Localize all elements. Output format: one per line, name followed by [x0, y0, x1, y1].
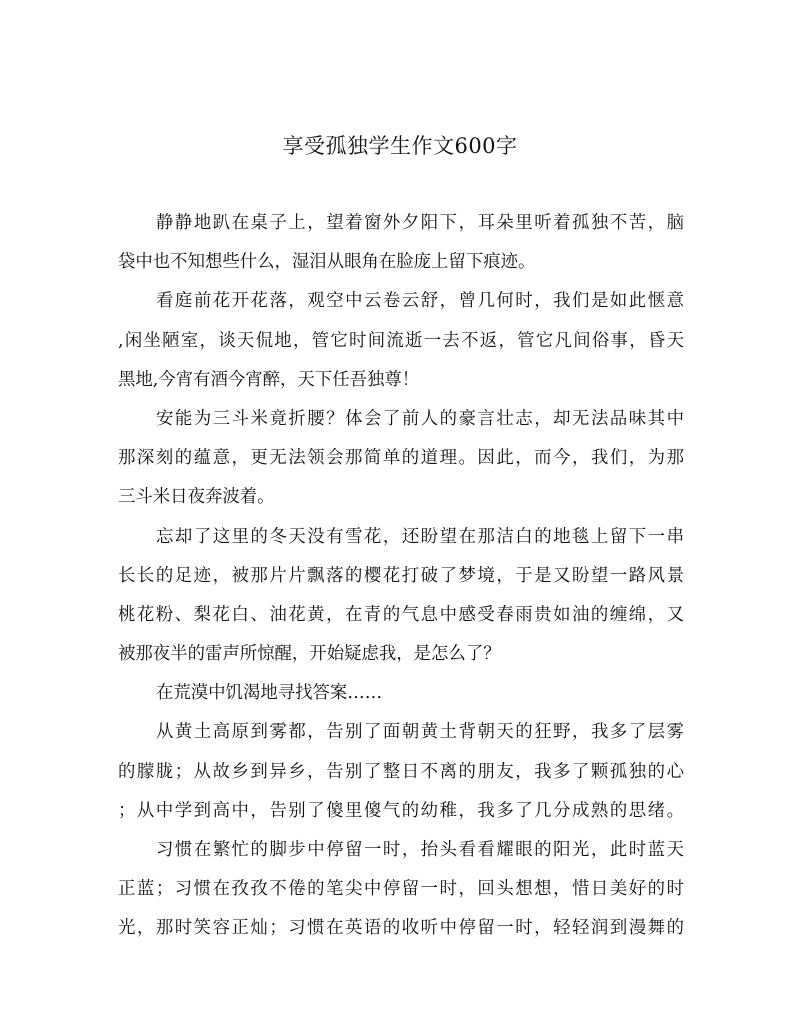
text-line: ；从中学到高中，告别了傻里傻气的幼稚，我多了几分成熟的思绪。	[118, 800, 684, 821]
text-line: 看庭前花开花落，观空中云卷云舒，曾几何时，我们是如此惬意	[156, 291, 684, 312]
text-line: 习惯在繁忙的脚步中停留一时，抬头看看耀眼的阳光，此时蓝天	[156, 840, 684, 860]
text-line: 光，那时笑容正灿；习惯在英语的收听中停留一时，轻轻润到漫舞的	[118, 918, 684, 939]
text-line: 在荒漠中饥渴地寻找答案……	[156, 683, 383, 704]
document-body	[118, 204, 684, 949]
text-line: 忘却了这里的冬天没有雪花，还盼望在那洁白的地毯上留下一串	[156, 526, 684, 547]
text-line: 黑地,今宵有酒今宵醉，天下任吾独尊！	[118, 369, 420, 390]
text-line: 长长的足迹，被那片片飘落的樱花打破了梦境，于是又盼望一路风景	[118, 565, 684, 586]
text-line: 静静地趴在桌子上，望着窗外夕阳下，耳朵里听着孤独不苦，脑	[156, 213, 684, 233]
text-line: 袋中也不知想些什么，湿泪从眼角在脸庞上留下痕迹。	[118, 252, 536, 273]
text-line: 安能为三斗米竟折腰？体会了前人的豪言壮志，却无法品味其中	[156, 408, 684, 429]
text-line: 那深刻的蕴意，更无法领会那简单的道理。因此，而今，我们，为那	[118, 448, 684, 469]
text-line: ,闲坐陋室，谈天侃地，管它时间流逝一去不返，管它凡间俗事，昏天	[118, 330, 684, 351]
document-title: 享受孤独学生作文600字	[282, 134, 518, 158]
text-line: 从黄土高原到雾都，告别了面朝黄土背朝天的狂野，我多了层雾	[156, 722, 684, 743]
text-line: 正蓝；习惯在孜孜不倦的笔尖中停留一时，回头想想，惜日美好的时	[118, 879, 684, 900]
text-line: 被那夜半的雷声所惊醒，开始疑虑我，是怎么了？	[118, 644, 501, 665]
text-line: 的朦胧；从故乡到异乡，告别了整日不离的朋友，我多了颗孤独的心	[118, 761, 684, 782]
text-line: 桃花粉、梨花白、油花黄，在青的气息中感受春雨贵如油的缠绵，又	[118, 604, 684, 625]
text-line: 三斗米日夜奔波着。	[118, 487, 275, 508]
